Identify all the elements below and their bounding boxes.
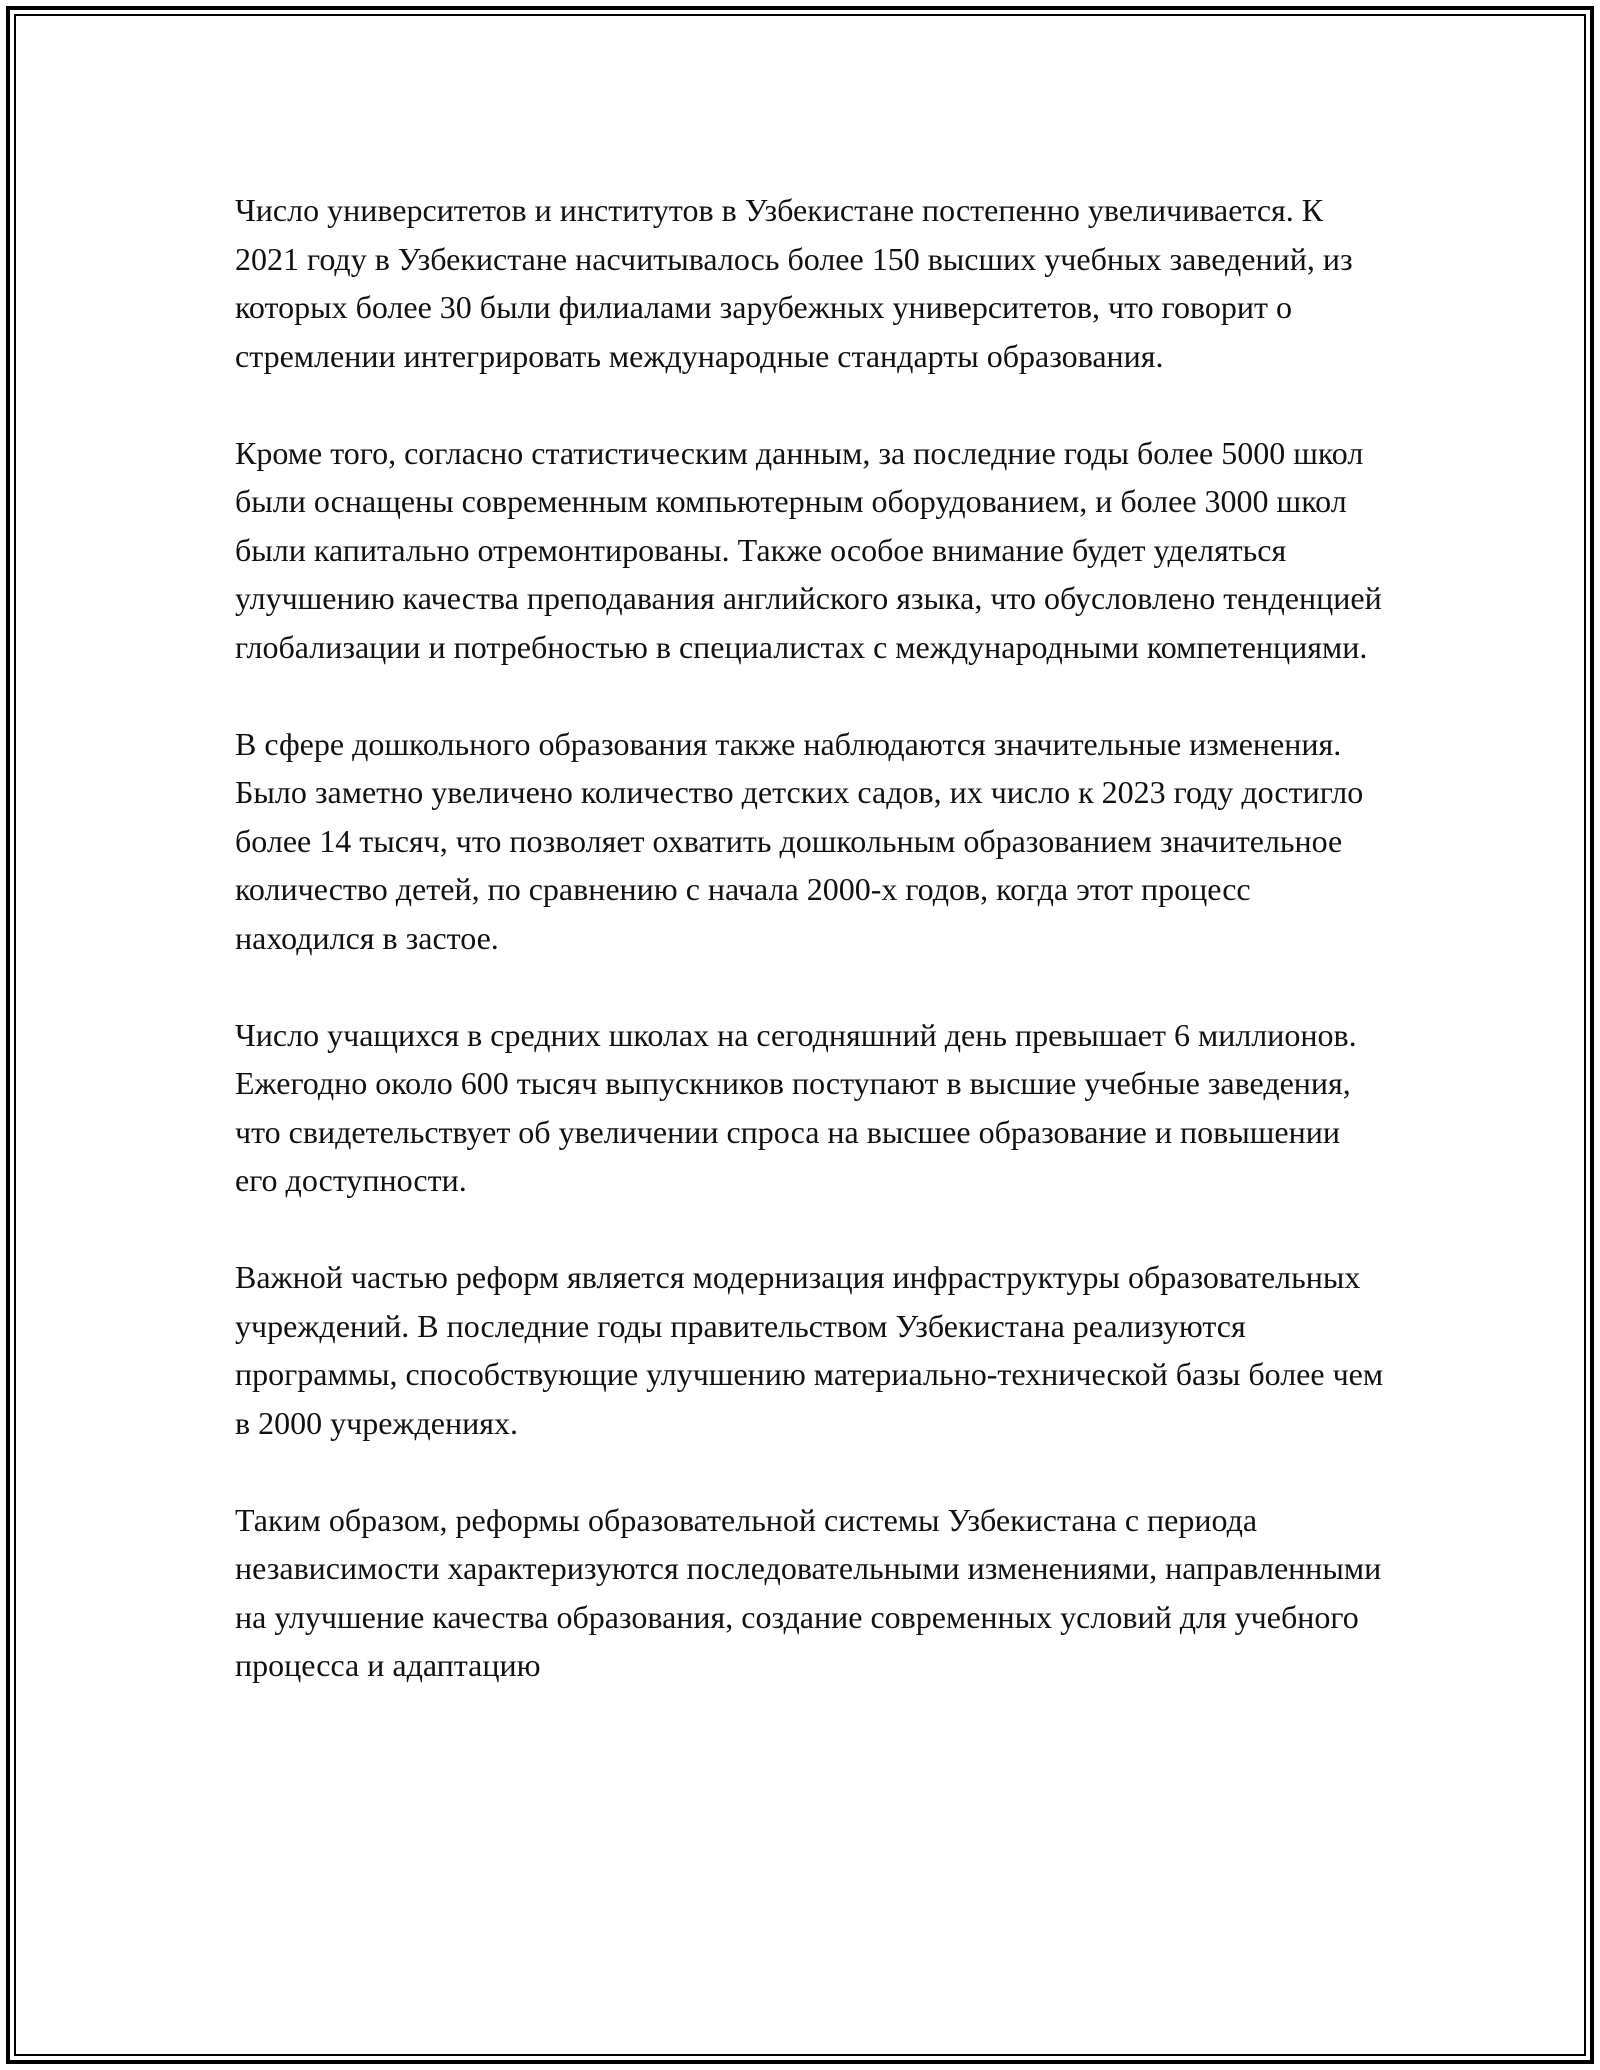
- paragraph-secondary-students: Число учащихся в средних школах на сегодняшний день превышает 6 миллионов. Ежегодно около 600 тысяч выпускников поступают в высшие учебные заведения, что свидетельствует об увеличении спроса на высшее образование и повышении его доступности.: [235, 1016, 1357, 1198]
- paragraph-infrastructure: Важной частью реформ является модернизация инфраструктуры образовательных учреждений. В последние годы правительством Узбекистана реализуются программы, способствующие улучшению материально-технической базы более чем в 2000 учреждениях.: [235, 1259, 1384, 1441]
- document-body: [235, 186, 1385, 1690]
- paragraph-schools-equipment: Кроме того, согласно статистическим данным, за последние годы более 5000 школ были оснащены современным компьютерным оборудованием, и более 3000 школ были капитально отремонтированы. Также особое внимание будет уделяться улучшению качества преподавания английского языка, что обусловлено тенденцией глобализации и потребностью в специалистах с международными компетенциями.: [235, 434, 1382, 665]
- paragraph-conclusion: Таким образом, реформы образовательной системы Узбекистана с периода независимости характеризуются последовательными изменениями, направленными на улучшение качества образования, создание современных условий для учебного процесса и адаптацию: [235, 1501, 1382, 1683]
- paragraph-universities: Число университетов и институтов в Узбекистане постепенно увеличивается. К 2021 году в Узбекистане насчитывалось более 150 высших учебных заведений, из которых более 30 были филиалами зарубежных университетов, что говорит о стремлении интегрировать международные стандарты образования.: [235, 192, 1353, 374]
- paragraph-preschool-education: В сфере дошкольного образования также наблюдаются значительные изменения. Было заметно увеличено количество детских садов, их число к 2023 году достигло более 14 тысяч, что позволяет охватить дошкольным образованием значительное количество детей, по сравнению с начала 2000-х годов, когда этот процесс находился в застое.: [235, 725, 1364, 956]
